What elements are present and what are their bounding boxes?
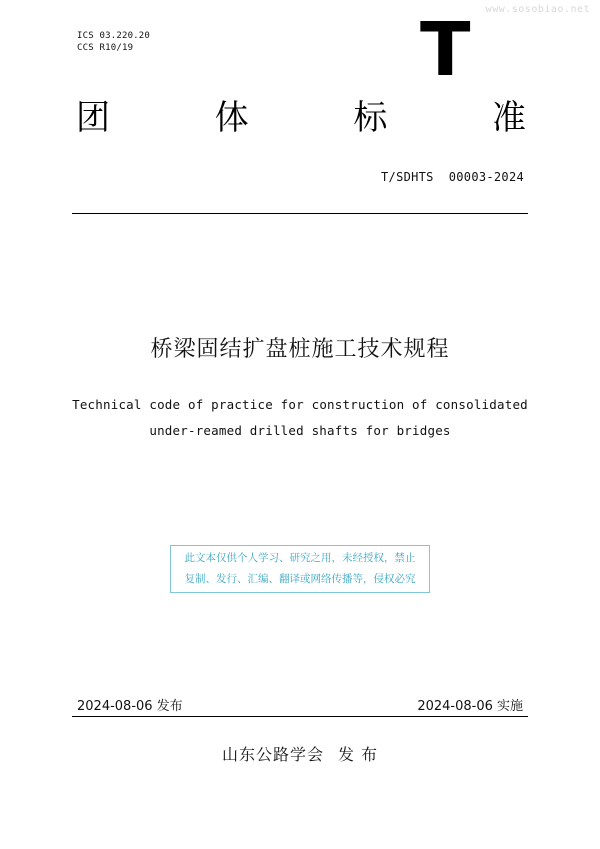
standard-number: T/SDHTS 00003-2024 (381, 170, 524, 184)
english-title-line-2: under-reamed drilled shafts for bridges (149, 423, 451, 438)
issue-date: 2024-08-06 发布 (77, 699, 183, 714)
notice-line-1: 此文本仅供个人学习、研究之用，未经授权，禁止 (184, 552, 416, 564)
footer-divider (72, 716, 528, 717)
copyright-notice-box (170, 545, 430, 593)
doc-type-char: 准 (491, 98, 526, 138)
notice-line-2: 复制、发行、汇编、翻译或网络传播等，侵权必究 (184, 573, 416, 585)
english-title-line-1: Technical code of practice for construction of consolidated (72, 397, 528, 412)
document-type-title (76, 96, 526, 140)
standard-t-logo: T (420, 7, 471, 93)
doc-type-char: 团 (76, 98, 110, 138)
implementation-date: 2024-08-06 实施 (417, 699, 523, 714)
ics-code: ICS 03.220.20 (77, 31, 151, 41)
header-divider (72, 213, 528, 214)
watermark-text: www.sosobiao.net (485, 4, 590, 15)
ccs-code: CCS R10/19 (77, 43, 134, 53)
chinese-title: 桥梁固结扩盘桩施工技术规程 (150, 337, 450, 362)
publish-action: 发 布 (337, 745, 379, 764)
publisher-line (0, 742, 600, 765)
doc-type-char: 体 (214, 98, 249, 138)
publisher-name: 山东公路学会 (221, 745, 324, 764)
doc-type-char: 标 (353, 98, 388, 138)
english-title (0, 392, 600, 444)
classification-codes (77, 30, 150, 54)
